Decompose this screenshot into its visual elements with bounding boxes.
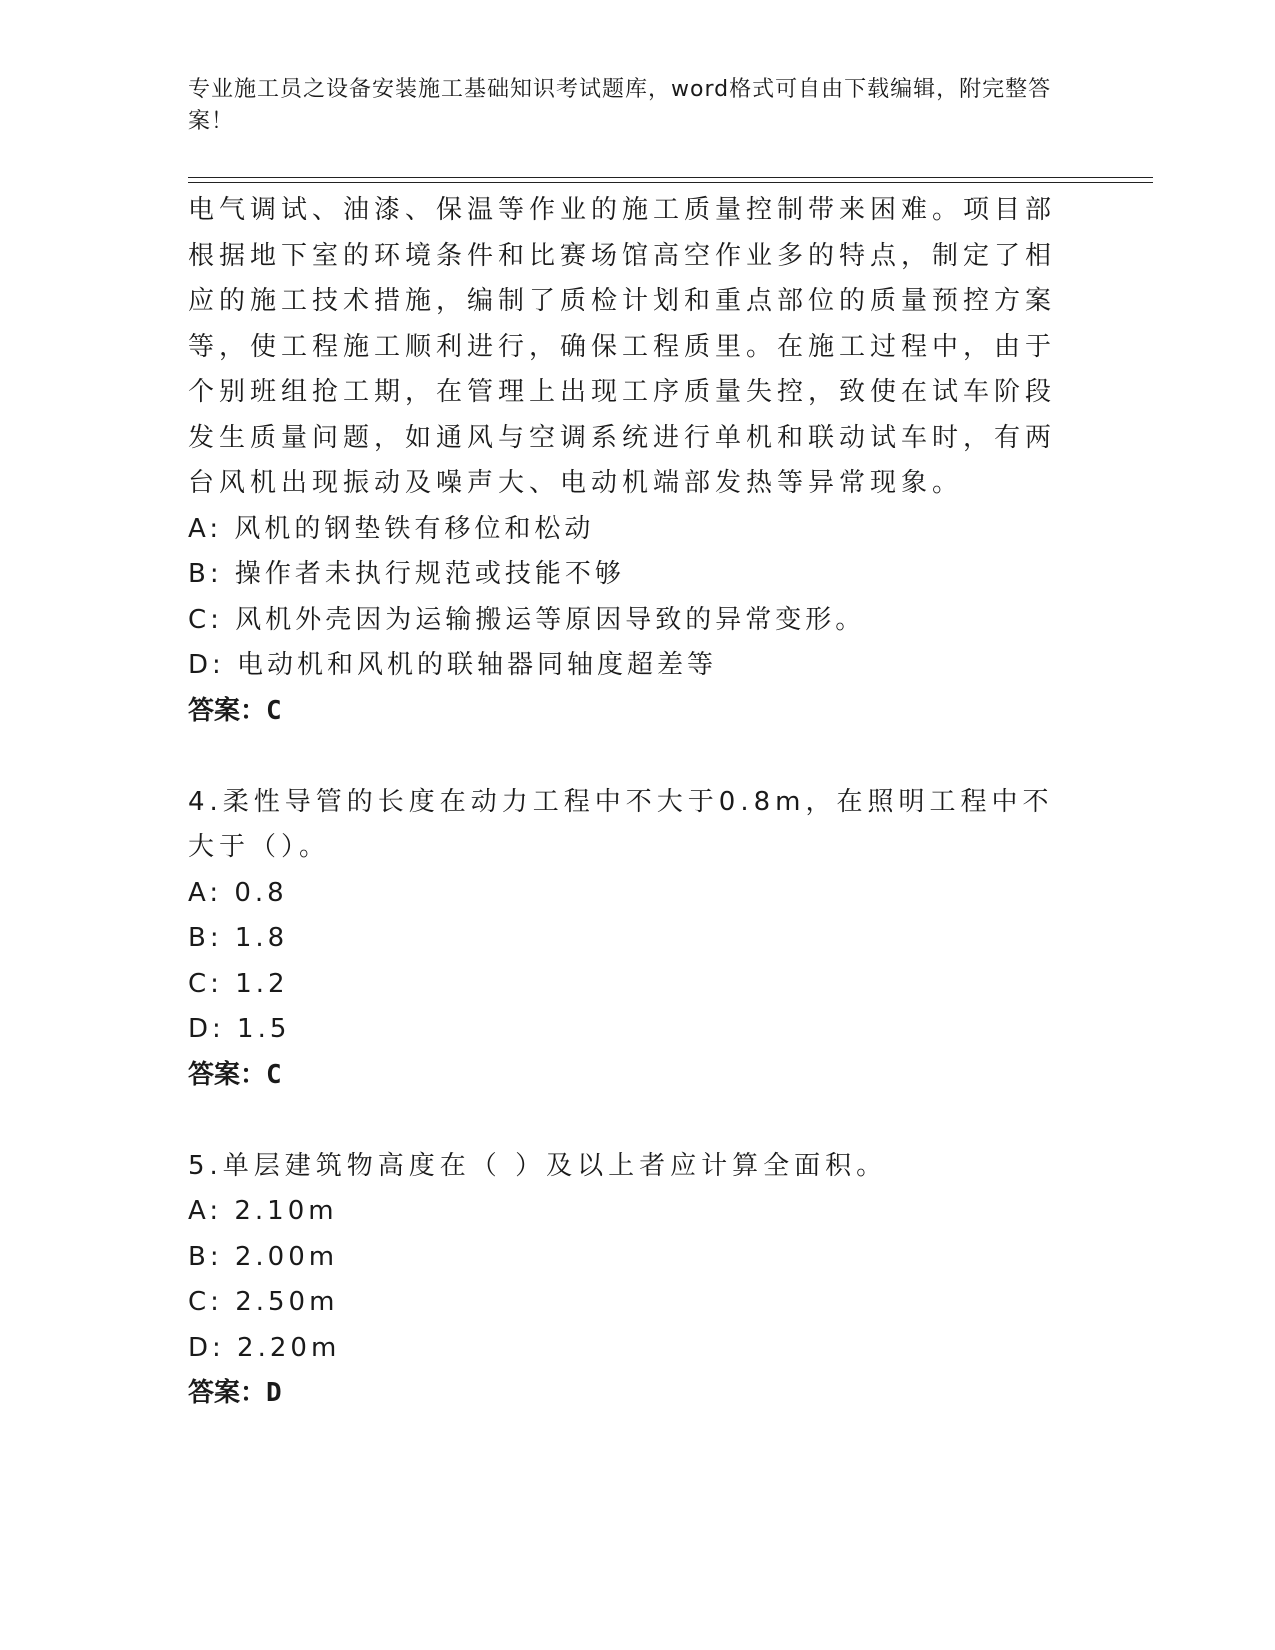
answer-label: 答案： [188,695,267,726]
question-4-option-d [188,1007,1068,1053]
question-3-text: 电气调试、油漆、保温等作业的施工质量控制带来困难。项目部根据地下室的环境条件和比赛场馆高空作业多的特点，制定了相应的施工技术措施，编制了质检计划和重点部位的质量预控方案等，使工程施工顺利进行，确保工程质里。在施工过程中，由于个别班组抢工期，在管理上出现工序质量失控，致使在试车阶段发生质量问题，如通风与空调系统进行单机和联动试车时，有两台风机出现振动及噪声大、电动机端部发热等异常现象。 [188,195,1057,498]
answer-value: C [266,695,282,726]
answer-label: 答案： [188,1059,267,1090]
option-text: 1.8 [234,923,289,953]
question-content [188,188,1068,1417]
question-5-option-d [188,1326,1068,1372]
question-5-option-a [188,1189,1068,1235]
option-text: 风机的钢垫铁有移位和松动 [234,513,595,544]
option-label: B: [188,1241,223,1272]
option-label: B: [188,559,223,589]
header-rule-top [188,177,1153,178]
option-label: C: [188,604,223,635]
answer-label: 答案： [188,1378,267,1408]
option-text: 1.2 [235,968,289,999]
question-3-option-b [188,552,1068,598]
spacer [188,1098,1068,1144]
option-label: A: [188,877,223,908]
option-text: 2.50m [235,1287,339,1317]
option-label: D: [188,1332,225,1363]
option-label: D: [188,650,225,680]
header-rule-bottom [188,182,1153,183]
option-text: 0.8 [234,877,288,908]
option-label: B: [188,923,223,953]
page-header: 专业施工员之设备安装施工基础知识考试题库，word格式可自由下载编辑，附完整答案！ [188,77,1052,134]
question-4-option-a [188,871,1068,917]
option-label: A: [188,513,223,544]
question-4-option-b [188,916,1068,962]
question-4 [188,780,1068,1099]
question-5-option-c [188,1280,1068,1326]
option-label: C: [188,1287,223,1317]
option-label: D: [188,1014,225,1044]
option-text: 风机外壳因为运输搬运等原因导致的异常变形。 [235,604,866,635]
answer-value: C [266,1059,282,1090]
question-3-continuation [188,188,1068,734]
answer-value: D [266,1378,282,1408]
question-3-answer [188,689,1068,735]
question-5 [188,1144,1068,1417]
question-4-answer [188,1053,1068,1099]
option-text: 1.5 [237,1014,291,1044]
option-text: 2.20m [237,1332,341,1363]
spacer [188,734,1068,780]
option-text: 操作者未执行规范或技能不够 [234,559,625,589]
option-text: 2.10m [234,1196,338,1226]
question-3-option-c [188,598,1068,644]
option-label: C: [188,968,223,999]
option-text: 电动机和风机的联轴器同轴度超差等 [237,650,718,680]
option-text: 2.00m [234,1241,339,1272]
question-3-option-d [188,643,1068,689]
question-4-option-c [188,962,1068,1008]
option-label: A: [188,1196,223,1226]
question-5-title: 5.单层建筑物高度在（ ）及以上者应计算全面积。 [188,1150,888,1181]
question-4-title: 4.柔性导管的长度在动力工程中不大于0.8m，在照明工程中不大于（）。 [188,786,1054,862]
question-5-answer [188,1371,1068,1417]
question-3-option-a [188,507,1068,553]
question-5-option-b [188,1235,1068,1281]
